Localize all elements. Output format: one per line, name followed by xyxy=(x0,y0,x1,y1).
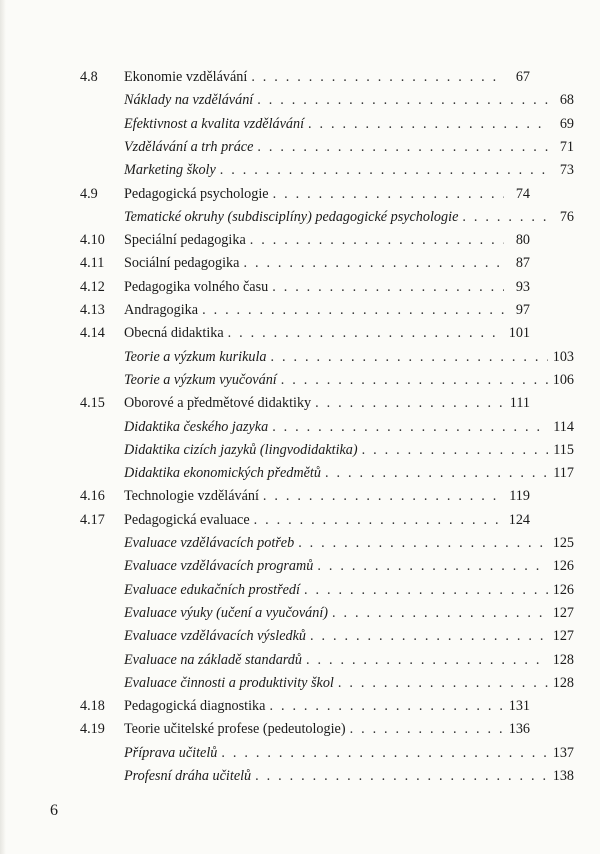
section-title: Speciální pedagogika xyxy=(124,232,246,249)
page-ref: 103 xyxy=(552,348,574,365)
toc-subentry[interactable] xyxy=(80,464,574,482)
toc-entry-4-13[interactable] xyxy=(80,301,530,319)
section-number: 4.16 xyxy=(80,488,105,505)
section-number: 4.12 xyxy=(80,278,105,295)
toc-subentry[interactable] xyxy=(80,115,574,133)
toc-entry-4-18[interactable] xyxy=(80,697,530,715)
toc-subentry[interactable] xyxy=(80,534,574,552)
page-ref: 138 xyxy=(552,768,574,784)
toc-entry-4-9[interactable] xyxy=(80,185,530,203)
section-number: 4.18 xyxy=(80,698,105,715)
section-number: 4.8 xyxy=(80,69,98,85)
subsection-title: Tematické okruhy (subdisciplíny) pedagogické psychologie xyxy=(124,208,459,225)
dot-leader xyxy=(272,418,548,436)
page-ref: 101 xyxy=(508,325,530,342)
dot-leader xyxy=(220,161,548,179)
toc-subentry[interactable] xyxy=(80,581,574,599)
page-ref: 137 xyxy=(552,744,574,761)
toc-subentry[interactable] xyxy=(80,138,574,156)
dot-leader xyxy=(308,115,548,133)
page-ref: 127 xyxy=(552,628,574,645)
page-ref: 68 xyxy=(559,92,574,109)
dot-leader xyxy=(228,324,504,342)
toc-entry-4-16[interactable] xyxy=(80,487,530,505)
section-title: Andragogika xyxy=(124,302,199,318)
subsection-title: Evaluace vzdělávacích programů xyxy=(124,558,314,575)
section-number: 4.17 xyxy=(80,511,105,528)
page-ref: 125 xyxy=(552,535,574,551)
subsection-title: Efektivnost a kvalita vzdělávání xyxy=(124,115,305,132)
page-ref: 124 xyxy=(508,511,530,528)
section-title: Technologie vzdělávání xyxy=(124,488,259,505)
subsection-title: Profesní dráha učitelů xyxy=(124,768,252,784)
dot-leader xyxy=(273,185,504,203)
page-ref: 127 xyxy=(552,604,574,621)
dot-leader xyxy=(257,91,548,109)
subsection-title: Didaktika cizích jazyků (lingvodidaktika) xyxy=(124,441,358,458)
page-ref: 73 xyxy=(559,162,574,179)
dot-leader xyxy=(350,720,504,738)
section-number: 4.13 xyxy=(80,302,105,318)
dot-leader xyxy=(306,651,548,669)
page-ref: 136 xyxy=(508,721,530,738)
subsection-title: Evaluace edukačních prostředí xyxy=(124,581,300,598)
dot-leader xyxy=(250,231,504,249)
toc-subentry[interactable] xyxy=(80,91,574,109)
section-number: 4.15 xyxy=(80,395,105,412)
subsection-title: Teorie a výzkum kurikula xyxy=(124,348,267,365)
toc-entry-4-11[interactable] xyxy=(80,254,530,272)
page-ref: 128 xyxy=(552,651,574,668)
toc-entry-4-14[interactable] xyxy=(80,324,530,342)
dot-leader xyxy=(269,697,504,715)
subsection-title: Evaluace vzdělávacích výsledků xyxy=(124,628,306,645)
page-ref: 117 xyxy=(553,465,574,482)
toc-subentry[interactable] xyxy=(80,441,574,459)
toc-subentry[interactable] xyxy=(80,348,574,366)
section-number: 4.14 xyxy=(80,325,105,342)
toc-subentry[interactable] xyxy=(80,651,574,669)
section-number: 4.10 xyxy=(80,232,105,249)
section-title: Pedagogická diagnostika xyxy=(124,698,266,715)
toc-entry-4-8[interactable] xyxy=(80,68,530,86)
subsection-title: Náklady na vzdělávání xyxy=(124,92,254,109)
toc-subentry[interactable] xyxy=(80,674,574,692)
subsection-title: Evaluace na základě standardů xyxy=(124,651,302,668)
dot-leader xyxy=(255,767,548,785)
dot-leader xyxy=(462,208,548,226)
page-ref: 115 xyxy=(553,441,574,458)
page-ref: 97 xyxy=(515,302,530,318)
page-ref: 76 xyxy=(559,208,574,225)
section-number: 4.19 xyxy=(80,721,105,738)
toc-subentry[interactable] xyxy=(80,418,574,436)
dot-leader xyxy=(243,254,504,272)
dot-leader xyxy=(325,464,548,482)
dot-leader xyxy=(332,604,548,622)
dot-leader xyxy=(315,394,504,412)
dot-leader xyxy=(257,138,548,156)
toc-entry-4-17[interactable] xyxy=(80,511,530,529)
dot-leader xyxy=(281,371,548,389)
dot-leader xyxy=(254,511,504,529)
subsection-title: Didaktika českého jazyka xyxy=(124,418,269,435)
section-title: Pedagogická psychologie xyxy=(124,185,269,202)
toc-entry-4-15[interactable] xyxy=(80,394,530,412)
page-ref: 119 xyxy=(509,488,530,505)
dot-leader xyxy=(317,557,548,575)
toc-subentry[interactable] xyxy=(80,371,574,389)
toc-subentry[interactable] xyxy=(80,604,574,622)
page-number: 6 xyxy=(50,802,58,819)
subsection-title: Didaktika ekonomických předmětů xyxy=(124,465,321,482)
toc-subentry[interactable] xyxy=(80,627,574,645)
page-ref: 128 xyxy=(552,674,574,691)
dot-leader xyxy=(251,68,504,86)
page-ref: 71 xyxy=(559,138,574,155)
dot-leader xyxy=(298,534,548,552)
dot-leader xyxy=(362,441,548,459)
page-ref: 87 xyxy=(515,255,530,272)
dot-leader xyxy=(272,278,504,296)
dot-leader xyxy=(338,674,548,692)
section-title: Ekonomie vzdělávání xyxy=(124,69,248,85)
dot-leader xyxy=(271,348,548,366)
section-title: Pedagogická evaluace xyxy=(124,511,250,528)
section-title: Sociální pedagogika xyxy=(124,255,240,272)
page-ref: 126 xyxy=(552,581,574,598)
toc-subentry[interactable] xyxy=(80,744,574,762)
dot-leader xyxy=(310,627,548,645)
toc-subentry[interactable] xyxy=(80,767,574,785)
subsection-title: Evaluace vzdělávacích potřeb xyxy=(124,535,295,551)
page-ref: 131 xyxy=(508,698,530,715)
page-ref: 80 xyxy=(515,232,530,249)
subsection-title: Vzdělávání a trh práce xyxy=(124,138,254,155)
page-ref: 114 xyxy=(553,418,574,435)
dot-leader xyxy=(304,581,548,599)
toc-entry-4-10[interactable] xyxy=(80,231,530,249)
section-title: Obecná didaktika xyxy=(124,325,224,342)
section-number: 4.9 xyxy=(80,185,98,202)
section-title: Pedagogika volného času xyxy=(124,278,269,295)
subsection-title: Evaluace činnosti a produktivity škol xyxy=(124,674,334,691)
toc-subentry[interactable] xyxy=(80,161,574,179)
subsection-title: Teorie a výzkum vyučování xyxy=(124,371,277,388)
dot-leader xyxy=(263,487,504,505)
subsection-title: Evaluace výuky (učení a vyučování) xyxy=(124,604,329,621)
toc-entry-4-12[interactable] xyxy=(80,278,530,296)
page-ref: 93 xyxy=(515,278,530,295)
section-title: Teorie učitelské profese (pedeutologie) xyxy=(124,721,346,738)
dot-leader xyxy=(202,301,504,319)
page-ref: 69 xyxy=(559,115,574,132)
subsection-title: Příprava učitelů xyxy=(124,744,218,761)
dot-leader xyxy=(221,744,548,762)
page-ref: 106 xyxy=(552,371,574,388)
subsection-title: Marketing školy xyxy=(124,162,216,179)
toc-entry-4-19[interactable] xyxy=(80,720,530,738)
page-ref: 67 xyxy=(515,69,530,85)
page-ref: 74 xyxy=(515,185,530,202)
page-ref: 126 xyxy=(552,558,574,575)
section-number: 4.11 xyxy=(80,255,105,272)
toc-subentry[interactable] xyxy=(80,208,574,226)
toc-subentry[interactable] xyxy=(80,557,574,575)
section-title: Oborové a předmětové didaktiky xyxy=(124,395,312,412)
page-ref: 111 xyxy=(509,395,530,412)
